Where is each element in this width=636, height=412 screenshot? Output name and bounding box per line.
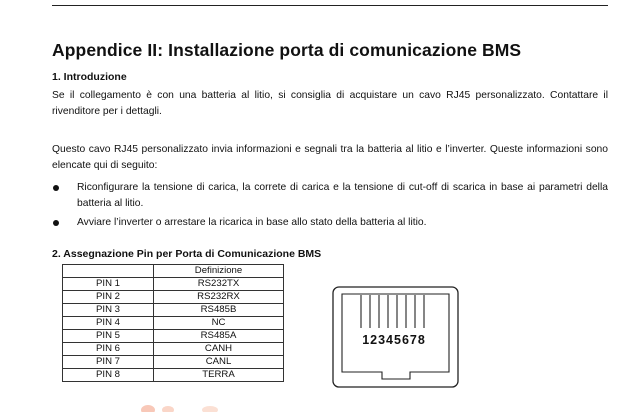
- definition-cell: TERRA: [154, 369, 284, 382]
- intro-paragraph-2: Questo cavo RJ45 personalizzato invia informazioni e segnali tra la batteria al litio e l’inverter. Queste informazioni sono elencate qui di seguito:: [52, 144, 608, 171]
- bullet-list: [52, 180, 608, 231]
- rj45-contact-pins: [361, 295, 424, 328]
- top-divider: [52, 5, 608, 6]
- definition-cell: RS232RX: [154, 291, 284, 304]
- rj45-port-diagram: [332, 286, 459, 388]
- bullet-icon: [53, 185, 59, 191]
- page-title: Appendice II: Installazione porta di comunicazione BMS: [52, 40, 522, 60]
- table-row: [63, 278, 284, 291]
- pin-assignment-table: [62, 264, 284, 382]
- table-header-cell: [63, 265, 154, 278]
- pin-cell: PIN 4: [63, 317, 154, 330]
- definition-cell: RS485B: [154, 304, 284, 317]
- pin-cell: PIN 2: [63, 291, 154, 304]
- bullet-text: Riconfigurare la tensione di carica, la correte di carica e la tensione di cut-off di scarica in base ai parametri della batteria al litio.: [77, 182, 608, 209]
- table-row: [63, 317, 284, 330]
- table-row: [63, 369, 284, 382]
- pin-cell: PIN 3: [63, 304, 154, 317]
- definition-cell: RS485A: [154, 330, 284, 343]
- pin-cell: PIN 8: [63, 369, 154, 382]
- intro-paragraph-1: Se il collegamento è con una batteria al litio, si consiglia di acquistare un cavo RJ45 personalizzato. Contattare il rivenditore per i dettagli.: [52, 90, 608, 117]
- table-row: [63, 343, 284, 356]
- bullet-icon: [53, 220, 59, 226]
- bullet-text: Avviare l’inverter o arrestare la ricarica in base allo stato della batteria al litio.: [77, 217, 427, 228]
- definition-cell: CANL: [154, 356, 284, 369]
- pin-cell: PIN 1: [63, 278, 154, 291]
- section-heading-introduction: 1. Introduzione: [52, 71, 127, 83]
- table-row: [63, 330, 284, 343]
- pin-cell: PIN 5: [63, 330, 154, 343]
- list-item: [52, 180, 608, 212]
- definition-cell: RS232TX: [154, 278, 284, 291]
- pin-cell: PIN 7: [63, 356, 154, 369]
- watermark-fragment: [138, 402, 228, 412]
- section-heading-pin-assignment: 2. Assegnazione Pin per Porta di Comunicazione BMS: [52, 248, 322, 260]
- table-header-cell: Definizione: [154, 265, 284, 278]
- definition-cell: NC: [154, 317, 284, 330]
- rj45-pin-numbers: 12345678: [362, 333, 426, 347]
- definition-cell: CANH: [154, 343, 284, 356]
- table-row: [63, 304, 284, 317]
- table-header-row: [63, 265, 284, 278]
- table-row: [63, 356, 284, 369]
- table-row: [63, 291, 284, 304]
- list-item: [52, 215, 608, 231]
- pin-cell: PIN 6: [63, 343, 154, 356]
